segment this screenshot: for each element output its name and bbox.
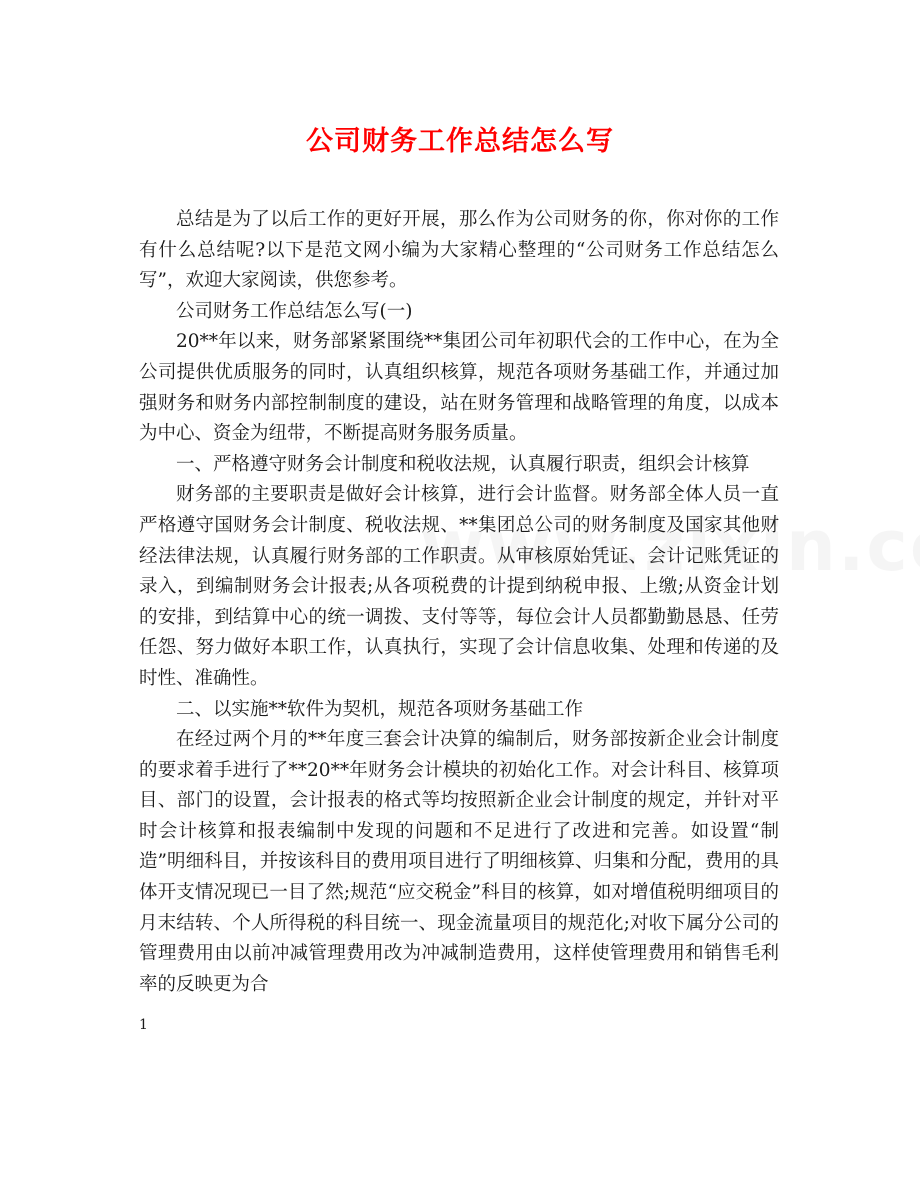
document-title: 公司财务工作总结怎么写: [306, 126, 614, 157]
section-heading-part-one: 公司财务工作总结怎么写(一): [176, 300, 413, 322]
paragraph-duties: 财务部的主要职责是做好会计核算，进行会计监督。财务部全体人员一直严格遵守国财务会计制度、税收法规、**集团总公司的财务制度及国家其他财经法律法规，认真履行财务部的工作职责。从审核原始凭证、会计记账凭证的录入，到编制财务会计报表;从各项税费的计提到纳税申报、上缴;从资金计划的安排，到结算中心的统一调拨、支付等等，每位会计人员都勤勤恳恳、任劳任怨、努力做好本职工作，认真执行，实现了会计信息收集、处理和传递的及时性、准确性。: [139, 484, 779, 689]
section-heading-two: 二、以实施**软件为契机，规范各项财务基础工作: [176, 698, 584, 720]
paragraph-software-implementation: 在经过两个月的**年度三套会计决算的编制后，财务部按新企业会计制度的要求着手进行了**20**年财务会计模块的初始化工作。对会计科目、核算项目、部门的设置，会计报表的格式等均按照新企业会计制度的规定，并针对平时会计核算和报表编制中发现的问题和不足进行了改进和完善。如设置“制造”明细科目，并按该科目的费用项目进行了明细核算、归集和分配，费用的具体开支情况现已一目了然;规范“应交税金”科目的核算，如对增值税明细项目的月末结转、个人所得税的科目统一、现金流量项目的规范化;对收下属分公司的管理费用由以前冲减管理费用改为冲减制造费用，这样使管理费用和销售毛利率的反映更为合: [139, 729, 779, 995]
paragraph-overview: 20**年以来，财务部紧紧围绕**集团公司年初职代会的工作中心，在为全公司提供优质服务的同时，认真组织核算，规范各项财务基础工作，并通过加强财务和财务内部控制制度的建设，站在财务管理和战略管理的角度，以成本为中心、资金为纽带，不断提高财务服务质量。: [139, 331, 779, 445]
paragraph-intro: 总结是为了以后工作的更好开展，那么作为公司财务的你，你对你的工作有什么总结呢?以下是范文网小编为大家精心整理的“公司财务工作总结怎么写”，欢迎大家阅读，供您参考。: [139, 209, 779, 292]
page-number: 1: [139, 1017, 148, 1033]
section-heading-one: 一、严格遵守财务会计制度和税收法规，认真履行职责，组织会计核算: [176, 453, 750, 475]
document-body: [139, 205, 779, 1000]
